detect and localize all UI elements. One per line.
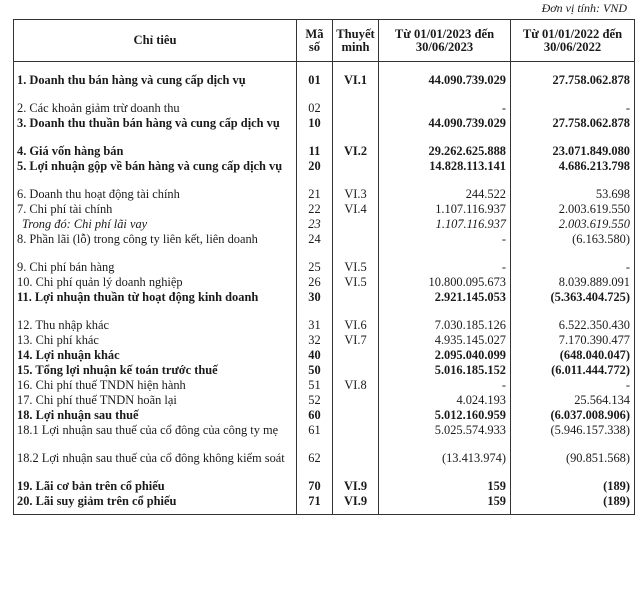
row-value-2022: (6.011.444.772) [511,364,635,379]
row-note [333,218,379,233]
row-label: 18.1 Lợi nhuận sau thuế của cổ đông của công ty mẹ [14,424,297,452]
row-value-2022: (6.163.580) [511,233,635,261]
row-label: 1. Doanh thu bán hàng và cung cấp dịch vụ [14,62,297,103]
table-row [14,480,635,495]
row-value-2023: 44.090.739.029 [379,117,511,145]
row-value-2023: 14.828.113.141 [379,160,511,188]
row-value-2023: - [379,233,511,261]
row-label: 5. Lợi nhuận gộp về bán hàng và cung cấp dịch vụ [14,160,297,188]
row-note: VI.2 [333,145,379,160]
row-note [333,452,379,480]
table-row [14,394,635,409]
row-value-2022: (5.946.157.338) [511,424,635,452]
table-row [14,291,635,319]
row-code: 61 [297,424,333,452]
row-code: 60 [297,409,333,424]
row-label: Trong đó: Chi phí lãi vay [14,218,297,233]
row-value-2022: 2.003.619.550 [511,203,635,218]
row-label: 6. Doanh thu hoạt động tài chính [14,188,297,203]
table-row [14,319,635,334]
row-value-2023: 10.800.095.673 [379,276,511,291]
row-label: 14. Lợi nhuận khác [14,349,297,364]
row-note: VI.7 [333,334,379,349]
header-period-2023: Từ 01/01/2023 đến 30/06/2023 [379,20,511,62]
table-row [14,145,635,160]
row-value-2023: (13.413.974) [379,452,511,480]
row-code: 51 [297,379,333,394]
table-row [14,452,635,480]
row-label: 18.2 Lợi nhuận sau thuế của cổ đông không kiểm soát [14,452,297,480]
table-row [14,160,635,188]
row-label: 8. Phần lãi (lỗ) trong công ty liên kết, liên doanh [14,233,297,261]
row-note [333,117,379,145]
table-row [14,233,635,261]
row-value-2023: - [379,102,511,117]
header-note: Thuyết minh [333,20,379,62]
row-note [333,364,379,379]
row-label: 17. Chi phí thuế TNDN hoãn lại [14,394,297,409]
row-value-2023: 1.107.116.937 [379,203,511,218]
table-row [14,495,635,515]
row-code: 30 [297,291,333,319]
row-value-2023: 159 [379,495,511,515]
row-value-2022: (5.363.404.725) [511,291,635,319]
row-code: 20 [297,160,333,188]
row-code: 10 [297,117,333,145]
header-item: Chỉ tiêu [14,20,297,62]
row-value-2022: 23.071.849.080 [511,145,635,160]
row-value-2023: 5.025.574.933 [379,424,511,452]
row-value-2022: (189) [511,495,635,515]
row-label: 10. Chi phí quản lý doanh nghiệp [14,276,297,291]
row-code: 23 [297,218,333,233]
row-code: 21 [297,188,333,203]
row-value-2022: 27.758.062.878 [511,117,635,145]
row-code: 32 [297,334,333,349]
table-row [14,117,635,145]
row-note: VI.5 [333,276,379,291]
table-row [14,203,635,218]
row-value-2022: 6.522.350.430 [511,319,635,334]
table-row [14,102,635,117]
row-note: VI.9 [333,495,379,515]
row-note: VI.6 [333,319,379,334]
row-label: 16. Chi phí thuế TNDN hiện hành [14,379,297,394]
row-value-2022: 2.003.619.550 [511,218,635,233]
row-value-2023: 29.262.625.888 [379,145,511,160]
row-value-2022: (189) [511,480,635,495]
row-label: 3. Doanh thu thuần bán hàng và cung cấp dịch vụ [14,117,297,145]
row-value-2022: 8.039.889.091 [511,276,635,291]
table-row [14,261,635,276]
row-label: 19. Lãi cơ bản trên cổ phiếu [14,480,297,495]
row-code: 11 [297,145,333,160]
row-value-2022: - [511,261,635,276]
row-value-2022: 4.686.213.798 [511,160,635,188]
row-note: VI.1 [333,62,379,103]
row-value-2023: 4.024.193 [379,394,511,409]
table-row [14,218,635,233]
row-code: 24 [297,233,333,261]
row-note [333,160,379,188]
row-label: 2. Các khoản giảm trừ doanh thu [14,102,297,117]
row-note: VI.3 [333,188,379,203]
row-label: 15. Tổng lợi nhuận kế toán trước thuế [14,364,297,379]
row-code: 31 [297,319,333,334]
row-value-2023: - [379,261,511,276]
table-row [14,424,635,452]
row-value-2023: 4.935.145.027 [379,334,511,349]
table-row [14,409,635,424]
table-row [14,379,635,394]
row-value-2023: - [379,379,511,394]
row-code: 02 [297,102,333,117]
table-row [14,276,635,291]
row-value-2022: (648.040.047) [511,349,635,364]
row-note: VI.9 [333,480,379,495]
row-code: 70 [297,480,333,495]
row-value-2022: (90.851.568) [511,452,635,480]
row-value-2022: (6.037.008.906) [511,409,635,424]
row-note [333,291,379,319]
row-value-2023: 244.522 [379,188,511,203]
row-label: 12. Thu nhập khác [14,319,297,334]
row-value-2022: - [511,379,635,394]
row-code: 40 [297,349,333,364]
header-code: Mã số [297,20,333,62]
row-value-2023: 7.030.185.126 [379,319,511,334]
row-code: 50 [297,364,333,379]
row-code: 62 [297,452,333,480]
row-note [333,409,379,424]
income-statement-table [13,19,635,515]
row-label: 20. Lãi suy giảm trên cổ phiếu [14,495,297,515]
row-value-2022: 25.564.134 [511,394,635,409]
row-note: VI.5 [333,261,379,276]
row-value-2023: 1.107.116.937 [379,218,511,233]
row-value-2022: 7.170.390.477 [511,334,635,349]
row-label: 7. Chi phí tài chính [14,203,297,218]
row-code: 71 [297,495,333,515]
row-value-2023: 2.095.040.099 [379,349,511,364]
row-note: VI.4 [333,203,379,218]
row-code: 52 [297,394,333,409]
row-code: 01 [297,62,333,103]
row-note [333,394,379,409]
row-code: 25 [297,261,333,276]
unit-note: Đơn vị tính: VND [541,1,627,15]
row-label: 4. Giá vốn hàng bán [14,145,297,160]
row-code: 22 [297,203,333,218]
row-value-2022: 27.758.062.878 [511,62,635,103]
row-note [333,233,379,261]
row-label: 9. Chi phí bán hàng [14,261,297,276]
table-row [14,188,635,203]
table-row [14,349,635,364]
row-value-2022: 53.698 [511,188,635,203]
row-note [333,102,379,117]
row-label: 11. Lợi nhuận thuần từ hoạt động kinh doanh [14,291,297,319]
row-code: 26 [297,276,333,291]
table-row [14,334,635,349]
row-note [333,424,379,452]
table-row [14,364,635,379]
table-row [14,62,635,103]
row-note [333,349,379,364]
row-label: 13. Chi phí khác [14,334,297,349]
row-value-2022: - [511,102,635,117]
row-value-2023: 5.016.185.152 [379,364,511,379]
header-period-2022: Từ 01/01/2022 đến 30/06/2022 [511,20,635,62]
row-value-2023: 159 [379,480,511,495]
row-label: 18. Lợi nhuận sau thuế [14,409,297,424]
table-header-row [14,20,635,62]
row-note: VI.8 [333,379,379,394]
row-value-2023: 2.921.145.053 [379,291,511,319]
row-value-2023: 44.090.739.029 [379,62,511,103]
row-value-2023: 5.012.160.959 [379,409,511,424]
